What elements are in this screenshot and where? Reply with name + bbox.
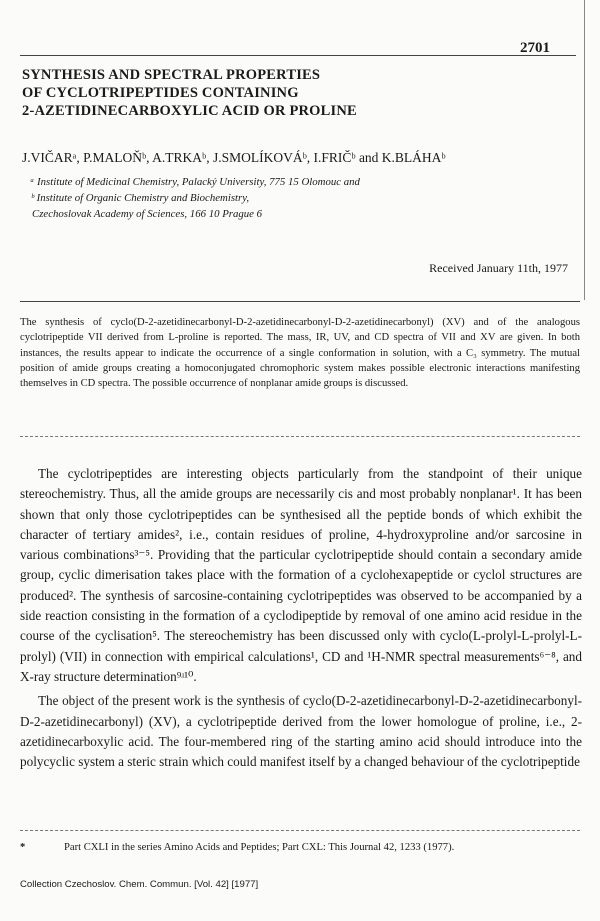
top-rule [20,55,576,56]
footnote-text: Part CXLI in the series Amino Acids and Peptides; Part CXL: This Journal 42, 1233 (1977). [64,842,455,853]
title-line-3: 2-AZETIDINECARBOXYLIC ACID OR PROLINE [22,103,357,119]
footnote-rule [20,830,580,831]
page-edge-shadow [584,0,585,300]
abstract-top-rule [20,301,580,302]
affiliation-line-2: ᵇ Institute of Organic Chemistry and Biochemistry, [31,192,250,204]
footnote-marker: * [20,842,26,853]
received-date: Received January 11th, 1977 [429,261,568,275]
affiliation-line-3: Czechoslovak Academy of Sciences, 166 10 Prague 6 [32,208,263,220]
title-line-2: OF CYCLOTRIPEPTIDES CONTAINING [22,85,299,101]
author-list: J.VIČARᵃ, P.MALOŇᵇ, A.TRKAᵇ, J.SMOLÍKOVÁᵇ, I.FRIČᵇ and K.BLÁHAᵇ [22,150,446,165]
journal-citation: Collection Czechoslov. Chem. Commun. [Vol. 42] [1977] [20,879,259,890]
body-text [20,464,582,772]
abstract-bottom-rule [20,436,580,437]
abstract [20,315,580,391]
body-paragraph-2: The object of the present work is the synthesis of cyclo(D-2-azetidinecarbonyl-D-2-azetidinecarbonyl-D-2-azetidinecarbonyl) (XV), a cyclotripeptide derived from the lower homologue of proline, i.e., 2-azetidinecarboxylic acid. The four-membered ring of the starting amino acid should introduce into the polycyclic system a steric strain which could manifest itself by a changed behaviour of the cyclotripeptide [20,693,582,770]
body-paragraph-1: The cyclotripeptides are interesting objects particularly from the standpoint of their unique stereochemistry. Thus, all the amide groups are necessarily cis and most probably nonplanar¹. It has been shown that only those cyclotripeptides can be synthesised all the peptide bonds of which exhibit the character of tertiary amides², i.e., contain residues of proline, 4-hydroxyproline and/or sarcosine in various combinations³⁻⁵. Providing that the particular cyclotripeptide should contain a secondary amide group, cyclic dimerisation takes place with the formation of a cyclohexapeptide or cyclol structures are produced². The synthesis of sarcosine-containing cyclotripeptides was observed to be accompanied by a side reaction consisting in the formation of a cyclodipeptide by removal of one amino acid residue in the course of the cyclisation⁵. The stereochemistry has been discussed only with cyclo(L-prolyl-L-prolyl-L-prolyl) (VII) in connection with empirical calculations¹, CD and ¹H-NMR spectral measurements⁶⁻⁸, and X-ray structure determination⁹ʴ¹⁰. [20,466,582,684]
article-title [22,66,357,120]
abstract-text: The synthesis of cyclo(D-2-azetidinecarbonyl-D-2-azetidinecarbonyl-D-2-azetidinecarbonyl) (XV) and of the analogous cyclotripeptide VII derived from L-proline is reported. The mass, IR, UV, and CD spectra of VII and XV are given. In both instances, the results appear to indicate the occurrence of a single conformation in solution, with a C₃ symmetry. The mutual position of amide groups creating a homoconjugated chromophoric system makes possible electronic interactions manifesting themselves in CD spectra. The possible occurrence of nonplanar amide groups is discussed. [20,317,580,390]
footnote [20,842,454,853]
affiliations [30,174,360,222]
affiliation-line-1: ᵃ Institute of Medicinal Chemistry, Palacký University, 775 15 Olomouc and [30,176,360,188]
title-line-1: SYNTHESIS AND SPECTRAL PROPERTIES [22,67,321,83]
page-number: 2701 [520,40,550,56]
